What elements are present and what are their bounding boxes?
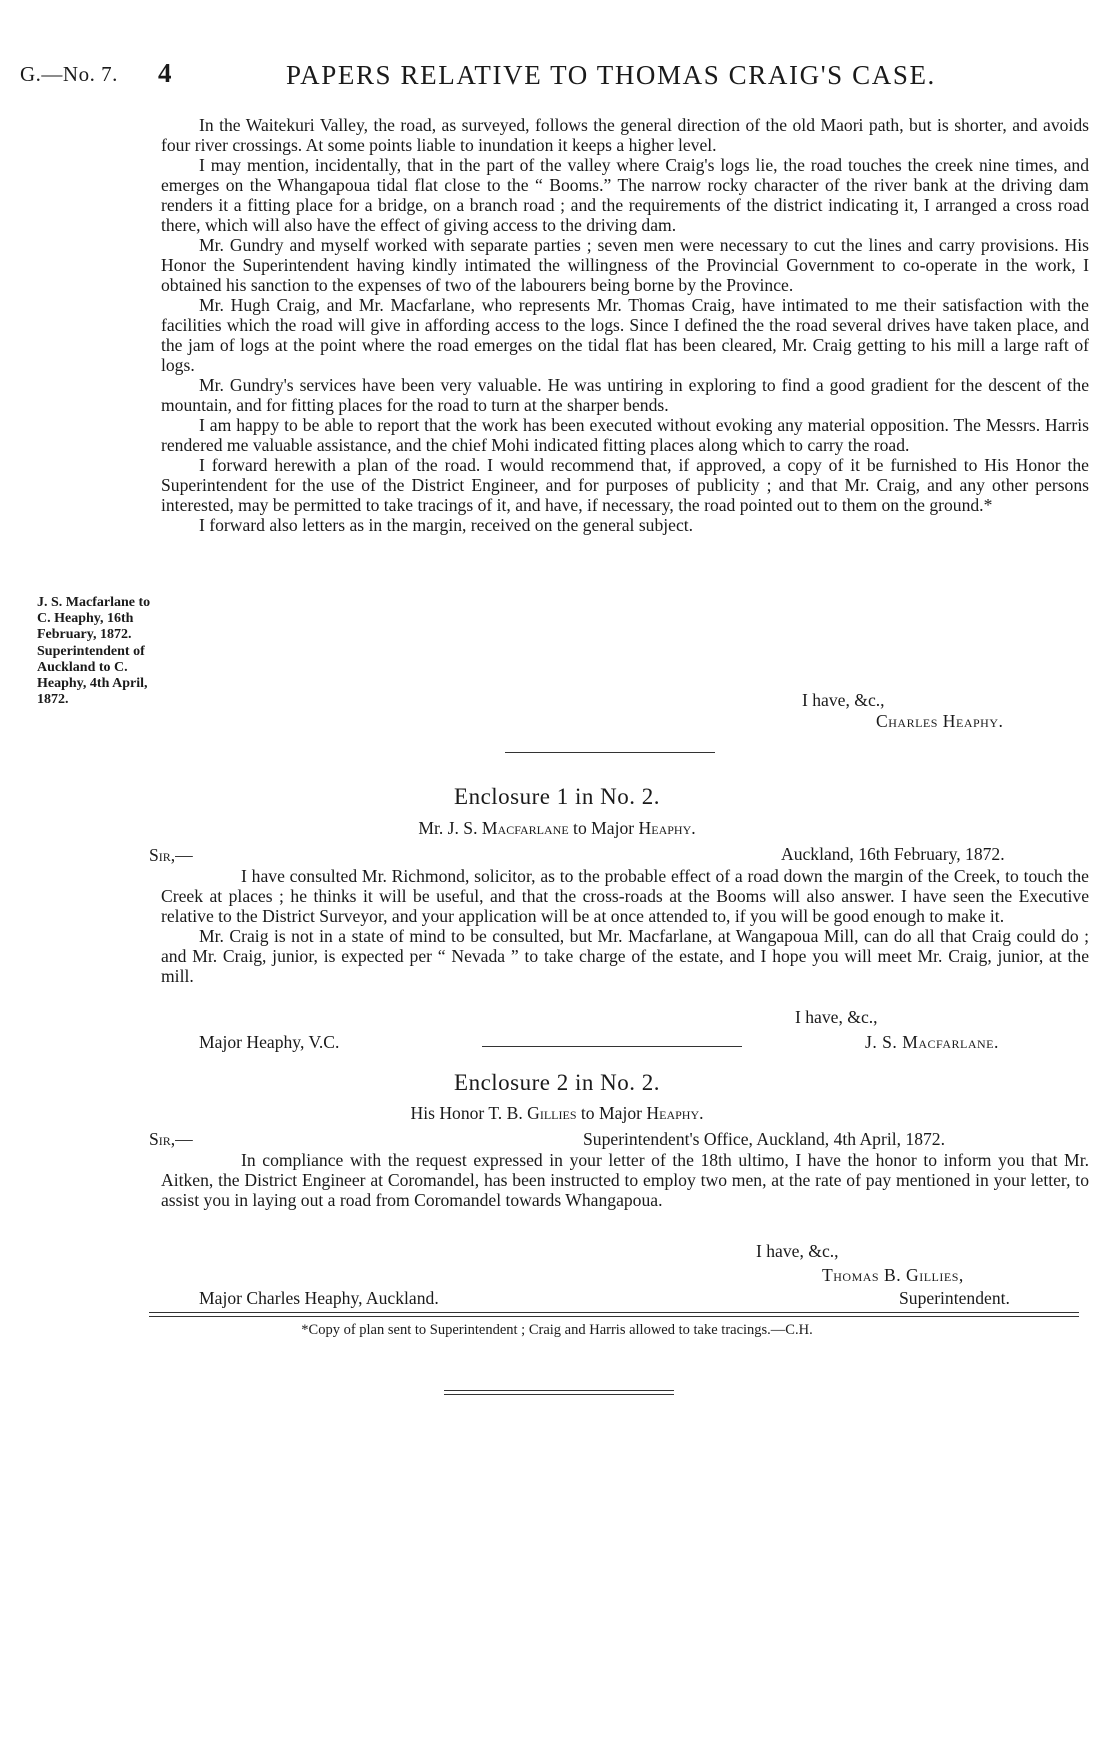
report-signature: Charles Heaphy. (876, 711, 1004, 731)
report-paragraph: I may mention, incidentally, that in the part of the valley where Craig's logs lie, the road touches the creek nine times, and emerges on the Whangapoua tidal flat close to the “ Booms.” The narrow rocky character of the river bank at the driving dam renders it a fitting place for a bridge, on a branch road ; and the requirements of the district indicating it, I arranged a cross road there, which will also have the effect of giving access to the driving dam. (161, 155, 1089, 235)
enclosure-2-signature-title: Superintendent. (899, 1288, 1010, 1308)
enclosure-1-place-date: Auckland, 16th February, 1872. (781, 844, 1005, 864)
report-paragraph: Mr. Gundry and myself worked with separate parties ; seven men were necessary to cut the lines and carry provisions. His Honor the Superintendent having kindly intimated the willingness of the Provincial Government to co-operate in the work, I obtained his sanction to the expenses of two of the labourers being borne by the Province. (161, 235, 1089, 295)
enclosure-1-subtitle: Mr. J. S. Macfarlane to Major Heaphy. (418, 818, 696, 838)
report-paragraph: Mr. Gundry's services have been very valuable. He was untiring in exploring to find a good gradient for the descent of the mountain, and for fitting places for the road to turn at the sharper bends. (161, 375, 1089, 415)
enclosure-1-paragraph: I have consulted Mr. Richmond, solicitor, as to the probable effect of a road down the margin of the Creek, to touch the Creek at places ; he thinks it will be useful, and that the cross-roads at the Booms will also answer. I have seen the Executive relative to the District Surveyor, and your application will be at once attended to, if you will be good enough to make it. (161, 866, 1089, 926)
enclosure-2-closing: I have, &c., (756, 1241, 839, 1261)
enclosure-2-paragraph: In compliance with the request expressed in your letter of the 18th ultimo, I have the honor to inform you that Mr. Aitken, the District Engineer at Coromandel, has been instructed to employ two men, at the rate of pay mentioned in your letter, to assist you in laying out a road from Coromandel towards Whangapoua. (161, 1150, 1089, 1210)
enclosure-1-salutation: Sir,— (149, 845, 193, 865)
enclosure-1-closing: I have, &c., (795, 1007, 878, 1027)
paper-reference: G.—No. 7. (20, 62, 118, 86)
report-paragraph: Mr. Hugh Craig, and Mr. Macfarlane, who represents Mr. Thomas Craig, have intimated to me their satisfaction with the facilities which the road will give in affording access to the logs. Since I defined the the road several drives have taken place, and the jam of logs at the point where the road emerges on the tidal flat has been cleared, Mr. Craig getting to his mill a large raft of logs. (161, 295, 1089, 375)
report-paragraph: I am happy to be able to report that the work has been executed without evoking any material opposition. The Messrs. Harris rendered me valuable assistance, and the chief Mohi indicated fitting places along which to carry the road. (161, 415, 1089, 455)
margin-note: J. S. Macfarlane to C. Heaphy, 16th February, 1872. Superintendent of Auckland to C. Heaphy, 4th April, 1872. (37, 595, 151, 708)
enclosure-2-body (161, 1150, 1089, 1210)
enclosure-2-salutation: Sir,— (149, 1129, 193, 1149)
report-body (161, 115, 1089, 535)
enclosure-1-title: Enclosure 1 in No. 2. (454, 784, 660, 809)
page-end-rule (444, 1390, 674, 1391)
enclosure-2-signature: Thomas B. Gillies, (822, 1265, 964, 1285)
enclosure-1-addressee: Major Heaphy, V.C. (199, 1032, 340, 1052)
enclosure-1-body (161, 866, 1089, 986)
section-divider (482, 1046, 742, 1047)
footnote: *Copy of plan sent to Superintendent ; Craig and Harris allowed to take tracings.—C.H. (301, 1322, 813, 1338)
enclosure-1-signature: J. S. Macfarlane. (865, 1032, 999, 1052)
enclosure-2-subtitle: His Honor T. B. Gillies to Major Heaphy. (410, 1103, 704, 1123)
enclosure-2-place-date: Superintendent's Office, Auckland, 4th April, 1872. (583, 1129, 945, 1149)
report-paragraph: In the Waitekuri Valley, the road, as surveyed, follows the general direction of the old Maori path, but is shorter, and avoids four river crossings. At some points liable to inundation it keeps a higher level. (161, 115, 1089, 155)
page-number: 4 (158, 58, 172, 88)
section-divider (505, 752, 715, 753)
footnote-divider (149, 1312, 1079, 1313)
enclosure-2-title: Enclosure 2 in No. 2. (454, 1070, 660, 1095)
report-paragraph: I forward also letters as in the margin, received on the general subject. (199, 515, 694, 535)
enclosure-1-paragraph: Mr. Craig is not in a state of mind to be consulted, but Mr. Macfarlane, at Wangapoua Mill, can do all that Craig could do ; and Mr. Craig, junior, is expected per “ Nevada ” to take charge of the estate, and I hope you will meet Mr. Craig, junior, at the mill. (161, 926, 1089, 986)
enclosure-2-addressee: Major Charles Heaphy, Auckland. (199, 1288, 439, 1308)
report-paragraph: I forward herewith a plan of the road. I would recommend that, if approved, a copy of it be furnished to His Honor the Superintendent for the use of the District Engineer, and for purposes of publicity ; and that Mr. Craig, and any other persons interested, may be permitted to take tracings of it, and have, if necessary, the road pointed out to them on the ground.* (161, 455, 1089, 515)
report-closing: I have, &c., (802, 690, 885, 710)
page-title: PAPERS RELATIVE TO THOMAS CRAIG'S CASE. (286, 60, 936, 90)
